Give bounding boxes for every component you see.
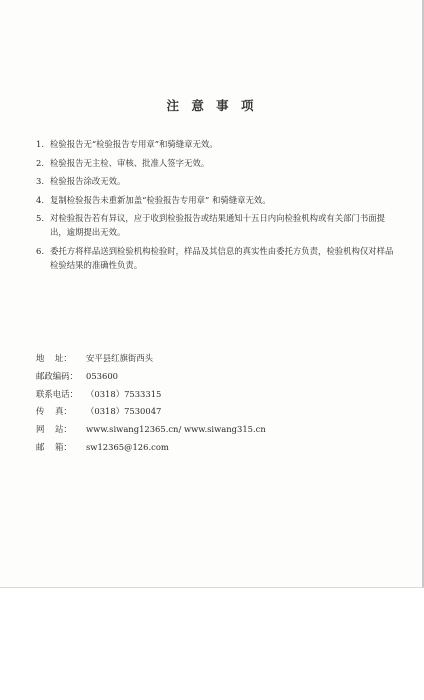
contact-website xyxy=(36,423,396,436)
contact-value: 053600 xyxy=(86,370,118,381)
contact-label: 联系电话： xyxy=(36,388,78,399)
contact-label: 邮 箱： xyxy=(36,441,72,452)
notice-number: 1. xyxy=(36,139,44,149)
contact-email xyxy=(36,441,396,454)
notice-number: 2. xyxy=(36,157,44,168)
notice-item-1 xyxy=(36,137,396,151)
notice-text: 对检验报告若有异议，应于收到检验报告或结果通知十五日内向检验机构或有关部门书面提出，逾期提出无效。 xyxy=(50,213,385,237)
contact-value: （0318）7533315 xyxy=(86,388,162,399)
contact-address xyxy=(36,352,396,365)
notice-text: 检验报告无主检、审核、批准人签字无效。 xyxy=(50,157,210,168)
contact-label: 网 站： xyxy=(36,424,72,435)
contact-postcode xyxy=(36,370,396,383)
page-title: 注 意 事 项 xyxy=(166,98,258,113)
notice-number: 4. xyxy=(36,194,44,205)
notice-text: 复制检验报告未重新加盖“检验报告专用章” 和骑缝章无效。 xyxy=(50,194,271,205)
contact-fax xyxy=(36,405,396,418)
notice-text: 委托方将样品送到检验机构检验时，样品及其信息的真实性由委托方负责，检验机构仅对样品检验结果的准确性负责。 xyxy=(50,245,394,270)
notice-item-3 xyxy=(36,174,396,188)
notice-item-6 xyxy=(36,244,396,272)
contact-label: 邮政编码： xyxy=(36,370,78,381)
notice-number: 5. xyxy=(36,213,44,223)
contact-value: sw12365@126.com xyxy=(86,441,169,452)
contact-label: 传 真： xyxy=(36,406,72,417)
notice-number: 3. xyxy=(36,176,44,186)
notice-text: 检验报告无“检验报告专用章”和骑缝章无效。 xyxy=(50,139,218,149)
notice-number: 6. xyxy=(36,245,44,256)
contact-label: 地 址： xyxy=(36,353,72,363)
contact-info xyxy=(36,352,396,459)
notice-item-2 xyxy=(36,156,396,170)
contact-value: www.siwang12365.cn/ www.siwang315.cn xyxy=(86,424,266,435)
notice-item-4 xyxy=(36,193,396,207)
notice-list xyxy=(36,137,396,276)
contact-phone xyxy=(36,388,396,401)
notice-text: 检验报告涂改无效。 xyxy=(50,176,126,186)
contact-value: （0318）7530047 xyxy=(86,406,162,417)
notice-item-5 xyxy=(36,211,396,239)
contact-value: 安平县红旗街西头 xyxy=(86,353,153,363)
